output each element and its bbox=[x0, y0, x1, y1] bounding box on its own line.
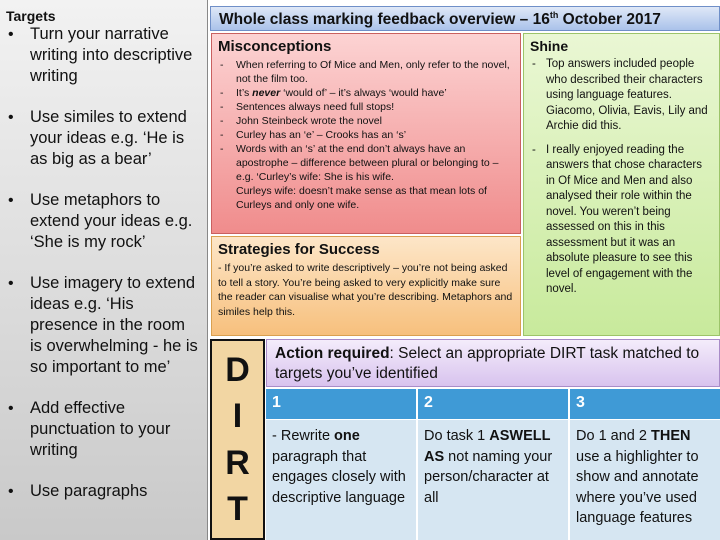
misconceptions-box bbox=[211, 33, 521, 234]
action-required-bar bbox=[266, 339, 720, 387]
task-text: paragraph that engages closely with descriptive language bbox=[272, 448, 406, 506]
shine-title: Shine bbox=[530, 38, 569, 54]
shine-item: - I really enjoyed reading the answers that chose characters in Of Mice and Men and also analysed their role within the novel. You weren’t being assessed on this in this assessment but it was an absolute pleasure to see this level of engagement with the novel. bbox=[530, 143, 713, 298]
task-header-3: 3 bbox=[570, 389, 720, 419]
shine-list bbox=[530, 57, 713, 298]
action-text: : Select an appropriate DIRT task matched to targets you’ve identified bbox=[275, 345, 700, 382]
action-label: Action required bbox=[275, 345, 390, 362]
misconception-item: - Sentences always need full stops! bbox=[218, 100, 514, 114]
task-cell-3 bbox=[570, 420, 720, 540]
misconception-item bbox=[218, 86, 514, 100]
dirt-letter: R bbox=[225, 443, 250, 482]
misconception-emphasis: never bbox=[252, 87, 281, 99]
misconception-item: - Curley has an ‘e’ – Crooks has an ‘s’ bbox=[218, 128, 514, 142]
shine-item: - Top answers included people who described their characters using language features. Giacomo, Olivia, Eavis, Lily and Archie did this. bbox=[530, 57, 713, 135]
page-title bbox=[210, 6, 720, 31]
strategies-text: - If you’re asked to write descriptively – you’re not being asked to tell a story. You’re being asked to very explicitly make sure the reader can visualise what you’re describing. Metaphors and similes help this. bbox=[218, 262, 513, 318]
misconceptions-list bbox=[218, 58, 514, 184]
task-emphasis: THEN bbox=[650, 428, 691, 444]
task-text: Do task 1 bbox=[424, 428, 490, 444]
dirt-letter: D bbox=[225, 351, 250, 390]
task-header-2: 2 bbox=[418, 389, 568, 419]
misconceptions-title: Misconceptions bbox=[218, 38, 332, 55]
target-item: • Use metaphors to extend your ideas e.g. ‘She is my rock’ bbox=[6, 190, 201, 253]
targets-panel bbox=[0, 0, 208, 540]
target-item: • Use imagery to extend ideas e.g. ‘His presence in the room is overwhelming - he is so important to me’ bbox=[6, 273, 201, 378]
task-emphasis: one bbox=[334, 428, 360, 444]
targets-list bbox=[0, 24, 207, 502]
task-emphasis: ASWELL AS bbox=[424, 428, 551, 465]
task-text: use a highlighter to show and annotate where you’ve used language features bbox=[576, 448, 699, 526]
task-text: - Rewrite bbox=[272, 428, 335, 444]
task-text: Do 1 and 2 bbox=[576, 428, 651, 444]
misconception-item: - When referring to Of Mice and Men, only refer to the novel, not the film too. bbox=[218, 58, 514, 86]
misconception-extra: Curleys wife: doesn’t make sense as that mean lots of Curleys and only one wife. bbox=[236, 185, 487, 211]
dirt-letter: T bbox=[227, 489, 248, 528]
misconception-item-text: ‘would of’ – it’s always ‘would have’ bbox=[280, 87, 447, 99]
target-item: • Use similes to extend your ideas e.g. ‘He is as big as a bear’ bbox=[6, 107, 201, 170]
target-item: • Use paragraphs bbox=[6, 481, 201, 502]
dirt-block bbox=[210, 339, 265, 540]
misconception-item: - John Steinbeck wrote the novel bbox=[218, 114, 514, 128]
strategies-box bbox=[211, 236, 521, 336]
task-cell-2 bbox=[418, 420, 568, 540]
title-start: Whole class marking feedback overview – 16 bbox=[219, 11, 550, 29]
target-item: • Add effective punctuation to your writing bbox=[6, 398, 201, 461]
dirt-letter: I bbox=[232, 397, 243, 436]
task-text: not naming your person/character at all bbox=[424, 448, 553, 506]
targets-title: Targets bbox=[6, 8, 56, 24]
title-end: October 2017 bbox=[558, 11, 661, 29]
title-sup: th bbox=[549, 10, 559, 20]
misconception-item-text: It’s bbox=[236, 87, 253, 99]
shine-box bbox=[523, 33, 720, 336]
misconception-item: - Words with an ‘s’ at the end don’t always have an apostrophe – difference between plural or belonging to – e.g. ‘Curley’s wife: She is his wife. bbox=[218, 142, 514, 184]
strategies-title: Strategies for Success bbox=[218, 241, 380, 258]
task-header-1: 1 bbox=[266, 389, 416, 419]
target-item: • Turn your narrative writing into descriptive writing bbox=[6, 24, 201, 87]
task-cell-1 bbox=[266, 420, 416, 540]
